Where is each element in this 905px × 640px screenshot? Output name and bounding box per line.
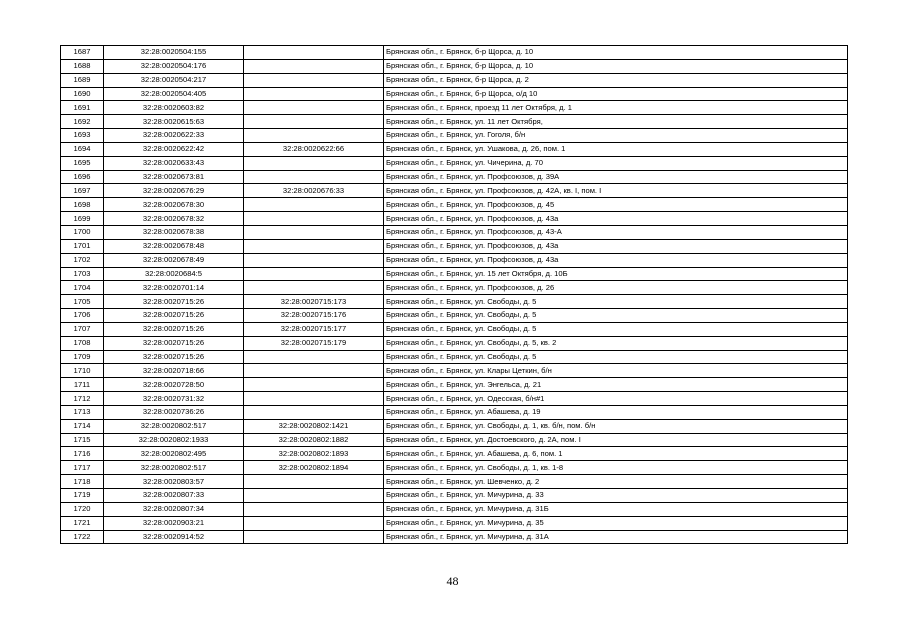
table-row xyxy=(61,516,848,530)
cadastral-number-cell: 32:28:0020802:517 xyxy=(104,419,244,433)
sub-cadastral-number-cell xyxy=(244,281,384,295)
cadastral-number-cell: 32:28:0020803:57 xyxy=(104,475,244,489)
cadastral-number-cell: 32:28:0020903:21 xyxy=(104,516,244,530)
cadastral-number-cell: 32:28:0020802:517 xyxy=(104,461,244,475)
sub-cadastral-number-cell: 32:28:0020715:176 xyxy=(244,309,384,323)
table-row xyxy=(61,364,848,378)
address-cell: Брянская обл., г. Брянск, б-р Щорса, о/д 10 xyxy=(384,87,848,101)
sub-cadastral-number-cell xyxy=(244,87,384,101)
sub-cadastral-number-cell xyxy=(244,253,384,267)
row-number-cell: 1722 xyxy=(61,530,104,544)
cadastral-number-cell: 32:28:0020615:63 xyxy=(104,115,244,129)
address-cell: Брянская обл., г. Брянск, ул. Свободы, д. 1, кв. б/н, пом. б/н xyxy=(384,419,848,433)
sub-cadastral-number-cell xyxy=(244,198,384,212)
row-number-cell: 1711 xyxy=(61,378,104,392)
table-row xyxy=(61,336,848,350)
cadastral-number-cell: 32:28:0020504:155 xyxy=(104,46,244,60)
row-number-cell: 1708 xyxy=(61,336,104,350)
cadastral-number-cell: 32:28:0020622:33 xyxy=(104,129,244,143)
address-cell: Брянская обл., г. Брянск, ул. Свободы, д. 5 xyxy=(384,322,848,336)
row-number-cell: 1707 xyxy=(61,322,104,336)
sub-cadastral-number-cell: 32:28:0020622:66 xyxy=(244,142,384,156)
registry-table-body xyxy=(61,46,848,544)
sub-cadastral-number-cell xyxy=(244,475,384,489)
address-cell: Брянская обл., г. Брянск, ул. Свободы, д. 5, кв. 2 xyxy=(384,336,848,350)
sub-cadastral-number-cell: 32:28:0020715:173 xyxy=(244,295,384,309)
sub-cadastral-number-cell xyxy=(244,46,384,60)
table-row xyxy=(61,59,848,73)
table-row xyxy=(61,378,848,392)
address-cell: Брянская обл., г. Брянск, ул. Мичурина, д. 31Б xyxy=(384,502,848,516)
table-row xyxy=(61,447,848,461)
sub-cadastral-number-cell xyxy=(244,267,384,281)
row-number-cell: 1713 xyxy=(61,405,104,419)
table-row xyxy=(61,170,848,184)
address-cell: Брянская обл., г. Брянск, ул. Гоголя, б/н xyxy=(384,129,848,143)
address-cell: Брянская обл., г. Брянск, ул. Абашева, д. 6, пом. 1 xyxy=(384,447,848,461)
row-number-cell: 1695 xyxy=(61,156,104,170)
table-row xyxy=(61,267,848,281)
cadastral-number-cell: 32:28:0020701:14 xyxy=(104,281,244,295)
address-cell: Брянская обл., г. Брянск, ул. 11 лет Октября, xyxy=(384,115,848,129)
table-row xyxy=(61,350,848,364)
cadastral-number-cell: 32:28:0020678:30 xyxy=(104,198,244,212)
address-cell: Брянская обл., г. Брянск, ул. Клары Цеткин, б/н xyxy=(384,364,848,378)
cadastral-number-cell: 32:28:0020807:34 xyxy=(104,502,244,516)
cadastral-number-cell: 32:28:0020678:49 xyxy=(104,253,244,267)
sub-cadastral-number-cell xyxy=(244,405,384,419)
row-number-cell: 1689 xyxy=(61,73,104,87)
sub-cadastral-number-cell xyxy=(244,516,384,530)
sub-cadastral-number-cell xyxy=(244,59,384,73)
sub-cadastral-number-cell xyxy=(244,225,384,239)
cadastral-number-cell: 32:28:0020728:50 xyxy=(104,378,244,392)
cadastral-number-cell: 32:28:0020914:52 xyxy=(104,530,244,544)
sub-cadastral-number-cell xyxy=(244,364,384,378)
table-row xyxy=(61,73,848,87)
table-row xyxy=(61,392,848,406)
sub-cadastral-number-cell xyxy=(244,170,384,184)
row-number-cell: 1700 xyxy=(61,225,104,239)
address-cell: Брянская обл., г. Брянск, б-р Щорса, д. 10 xyxy=(384,59,848,73)
cadastral-number-cell: 32:28:0020678:48 xyxy=(104,239,244,253)
sub-cadastral-number-cell xyxy=(244,378,384,392)
sub-cadastral-number-cell xyxy=(244,73,384,87)
row-number-cell: 1694 xyxy=(61,142,104,156)
cadastral-number-cell: 32:28:0020603:82 xyxy=(104,101,244,115)
table-row xyxy=(61,281,848,295)
row-number-cell: 1720 xyxy=(61,502,104,516)
row-number-cell: 1705 xyxy=(61,295,104,309)
cadastral-number-cell: 32:28:0020715:26 xyxy=(104,336,244,350)
cadastral-number-cell: 32:28:0020715:26 xyxy=(104,309,244,323)
sub-cadastral-number-cell: 32:28:0020676:33 xyxy=(244,184,384,198)
sub-cadastral-number-cell: 32:28:0020802:1894 xyxy=(244,461,384,475)
cadastral-number-cell: 32:28:0020504:217 xyxy=(104,73,244,87)
cadastral-number-cell: 32:28:0020622:42 xyxy=(104,142,244,156)
address-cell: Брянская обл., г. Брянск, ул. Ушакова, д. 26, пом. 1 xyxy=(384,142,848,156)
row-number-cell: 1690 xyxy=(61,87,104,101)
sub-cadastral-number-cell xyxy=(244,115,384,129)
sub-cadastral-number-cell xyxy=(244,101,384,115)
table-row xyxy=(61,115,848,129)
cadastral-number-cell: 32:28:0020504:405 xyxy=(104,87,244,101)
sub-cadastral-number-cell: 32:28:0020802:1421 xyxy=(244,419,384,433)
address-cell: Брянская обл., г. Брянск, ул. Профсоюзов, д. 39А xyxy=(384,170,848,184)
table-row xyxy=(61,530,848,544)
sub-cadastral-number-cell xyxy=(244,156,384,170)
address-cell: Брянская обл., г. Брянск, ул. Профсоюзов, д. 43-А xyxy=(384,225,848,239)
table-row xyxy=(61,461,848,475)
cadastral-number-cell: 32:28:0020673:81 xyxy=(104,170,244,184)
table-row xyxy=(61,239,848,253)
address-cell: Брянская обл., г. Брянск, ул. Свободы, д. 5 xyxy=(384,350,848,364)
table-row xyxy=(61,142,848,156)
table-row xyxy=(61,405,848,419)
address-cell: Брянская обл., г. Брянск, ул. Свободы, д. 1, кв. 1-8 xyxy=(384,461,848,475)
row-number-cell: 1715 xyxy=(61,433,104,447)
table-row xyxy=(61,475,848,489)
row-number-cell: 1704 xyxy=(61,281,104,295)
cadastral-number-cell: 32:28:0020715:26 xyxy=(104,295,244,309)
table-row xyxy=(61,419,848,433)
row-number-cell: 1706 xyxy=(61,309,104,323)
address-cell: Брянская обл., г. Брянск, ул. Шевченко, д. 2 xyxy=(384,475,848,489)
table-row xyxy=(61,212,848,226)
row-number-cell: 1714 xyxy=(61,419,104,433)
row-number-cell: 1718 xyxy=(61,475,104,489)
row-number-cell: 1687 xyxy=(61,46,104,60)
cadastral-number-cell: 32:28:0020802:1933 xyxy=(104,433,244,447)
address-cell: Брянская обл., г. Брянск, ул. 15 лет Октября, д. 10Б xyxy=(384,267,848,281)
table-row xyxy=(61,101,848,115)
cadastral-number-cell: 32:28:0020802:495 xyxy=(104,447,244,461)
row-number-cell: 1693 xyxy=(61,129,104,143)
sub-cadastral-number-cell xyxy=(244,489,384,503)
cadastral-number-cell: 32:28:0020807:33 xyxy=(104,489,244,503)
table-row xyxy=(61,502,848,516)
row-number-cell: 1721 xyxy=(61,516,104,530)
cadastral-number-cell: 32:28:0020676:29 xyxy=(104,184,244,198)
cadastral-number-cell: 32:28:0020718:66 xyxy=(104,364,244,378)
sub-cadastral-number-cell: 32:28:0020802:1893 xyxy=(244,447,384,461)
cadastral-number-cell: 32:28:0020715:26 xyxy=(104,350,244,364)
address-cell: Брянская обл., г. Брянск, ул. Мичурина, д. 33 xyxy=(384,489,848,503)
row-number-cell: 1696 xyxy=(61,170,104,184)
sub-cadastral-number-cell: 32:28:0020802:1882 xyxy=(244,433,384,447)
table-row xyxy=(61,225,848,239)
cadastral-number-cell: 32:28:0020731:32 xyxy=(104,392,244,406)
address-cell: Брянская обл., г. Брянск, ул. Свободы, д. 5 xyxy=(384,295,848,309)
address-cell: Брянская обл., г. Брянск, ул. Чичерина, д. 70 xyxy=(384,156,848,170)
sub-cadastral-number-cell: 32:28:0020715:179 xyxy=(244,336,384,350)
sub-cadastral-number-cell: 32:28:0020715:177 xyxy=(244,322,384,336)
cadastral-number-cell: 32:28:0020633:43 xyxy=(104,156,244,170)
row-number-cell: 1701 xyxy=(61,239,104,253)
table-row xyxy=(61,156,848,170)
cadastral-number-cell: 32:28:0020504:176 xyxy=(104,59,244,73)
sub-cadastral-number-cell xyxy=(244,392,384,406)
table-row xyxy=(61,46,848,60)
sub-cadastral-number-cell xyxy=(244,129,384,143)
address-cell: Брянская обл., г. Брянск, б-р Щорса, д. 2 xyxy=(384,73,848,87)
row-number-cell: 1712 xyxy=(61,392,104,406)
table-row xyxy=(61,184,848,198)
address-cell: Брянская обл., г. Брянск, ул. Профсоюзов, д. 43а xyxy=(384,253,848,267)
table-row xyxy=(61,295,848,309)
address-cell: Брянская обл., г. Брянск, ул. Профсоюзов, д. 43а xyxy=(384,212,848,226)
document-page xyxy=(60,45,848,544)
row-number-cell: 1692 xyxy=(61,115,104,129)
cadastral-number-cell: 32:28:0020715:26 xyxy=(104,322,244,336)
address-cell: Брянская обл., г. Брянск, ул. Энгельса, д. 21 xyxy=(384,378,848,392)
address-cell: Брянская обл., г. Брянск, ул. Абашева, д. 19 xyxy=(384,405,848,419)
row-number-cell: 1691 xyxy=(61,101,104,115)
registry-table xyxy=(60,45,848,544)
address-cell: Брянская обл., г. Брянск, ул. Достоевского, д. 2А, пом. I xyxy=(384,433,848,447)
address-cell: Брянская обл., г. Брянск, ул. Профсоюзов, д. 42А, кв. I, пом. I xyxy=(384,184,848,198)
address-cell: Брянская обл., г. Брянск, б-р Щорса, д. 10 xyxy=(384,46,848,60)
row-number-cell: 1709 xyxy=(61,350,104,364)
address-cell: Брянская обл., г. Брянск, ул. Одесская, б/н#1 xyxy=(384,392,848,406)
address-cell: Брянская обл., г. Брянск, ул. Свободы, д. 5 xyxy=(384,309,848,323)
address-cell: Брянская обл., г. Брянск, ул. Профсоюзов, д. 45 xyxy=(384,198,848,212)
row-number-cell: 1699 xyxy=(61,212,104,226)
cadastral-number-cell: 32:28:0020684:5 xyxy=(104,267,244,281)
row-number-cell: 1719 xyxy=(61,489,104,503)
row-number-cell: 1716 xyxy=(61,447,104,461)
address-cell: Брянская обл., г. Брянск, проезд 11 лет Октября, д. 1 xyxy=(384,101,848,115)
address-cell: Брянская обл., г. Брянск, ул. Мичурина, д. 35 xyxy=(384,516,848,530)
page-number: 48 xyxy=(446,574,459,588)
cadastral-number-cell: 32:28:0020736:26 xyxy=(104,405,244,419)
sub-cadastral-number-cell xyxy=(244,502,384,516)
sub-cadastral-number-cell xyxy=(244,212,384,226)
row-number-cell: 1697 xyxy=(61,184,104,198)
row-number-cell: 1717 xyxy=(61,461,104,475)
table-row xyxy=(61,489,848,503)
row-number-cell: 1698 xyxy=(61,198,104,212)
address-cell: Брянская обл., г. Брянск, ул. Профсоюзов, д. 26 xyxy=(384,281,848,295)
address-cell: Брянская обл., г. Брянск, ул. Мичурина, д. 31А xyxy=(384,530,848,544)
table-row xyxy=(61,198,848,212)
table-row xyxy=(61,309,848,323)
sub-cadastral-number-cell xyxy=(244,350,384,364)
row-number-cell: 1710 xyxy=(61,364,104,378)
row-number-cell: 1688 xyxy=(61,59,104,73)
table-row xyxy=(61,433,848,447)
cadastral-number-cell: 32:28:0020678:38 xyxy=(104,225,244,239)
row-number-cell: 1702 xyxy=(61,253,104,267)
address-cell: Брянская обл., г. Брянск, ул. Профсоюзов, д. 43а xyxy=(384,239,848,253)
table-row xyxy=(61,253,848,267)
table-row xyxy=(61,129,848,143)
sub-cadastral-number-cell xyxy=(244,530,384,544)
cadastral-number-cell: 32:28:0020678:32 xyxy=(104,212,244,226)
table-row xyxy=(61,322,848,336)
row-number-cell: 1703 xyxy=(61,267,104,281)
sub-cadastral-number-cell xyxy=(244,239,384,253)
table-row xyxy=(61,87,848,101)
